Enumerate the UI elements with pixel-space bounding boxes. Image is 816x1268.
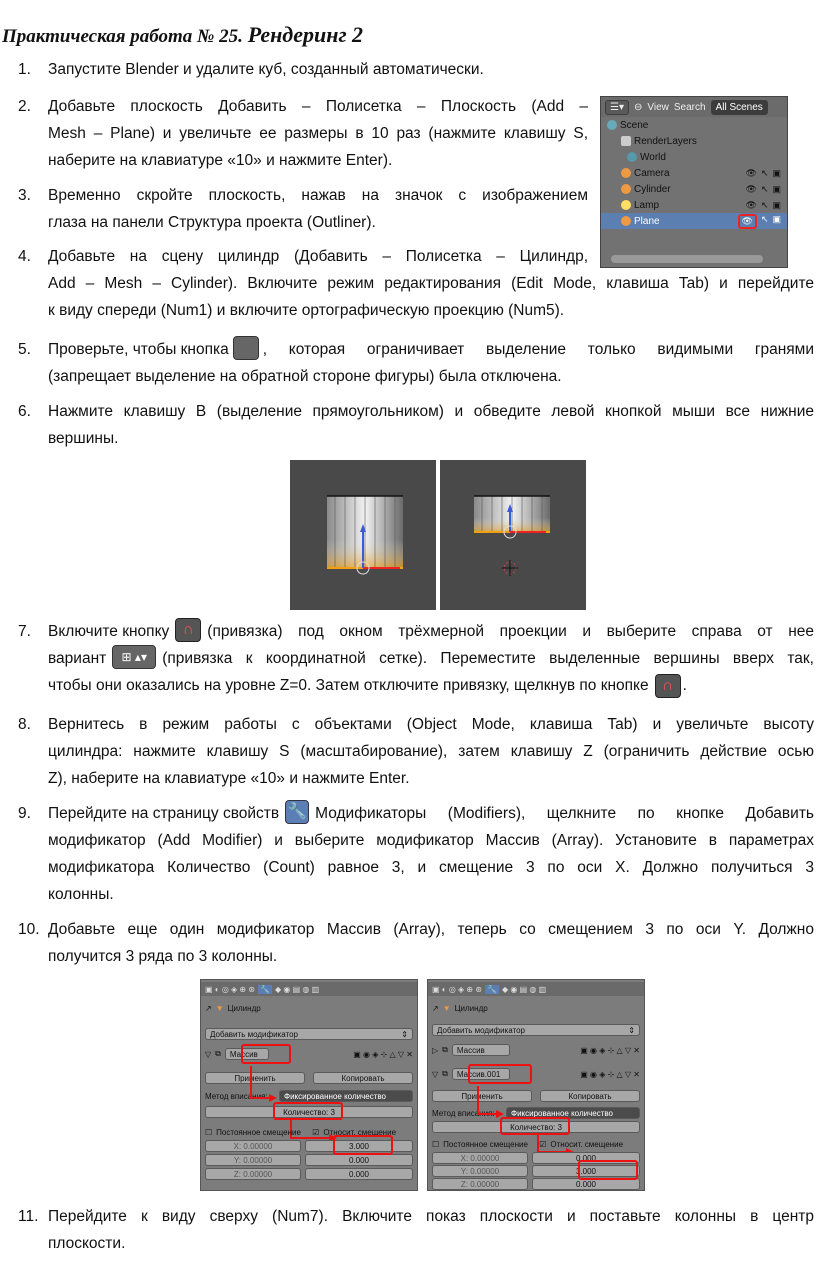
copy-button[interactable]: Копировать	[313, 1072, 413, 1084]
object-path: ↗ ▼ Цилиндр	[432, 1003, 488, 1013]
title-prefix: Практическая работа № 25.	[2, 26, 243, 47]
add-modifier-dropdown[interactable]: Добавить модификатор ⇕	[205, 1028, 413, 1040]
snap-increment-icon: ⊞ ▴▾	[112, 645, 156, 669]
eye-icon: 👁	[745, 167, 757, 178]
const-y-field[interactable]: Y: 0.00000	[432, 1165, 528, 1177]
outliner-panel	[600, 96, 788, 268]
collapse-icon[interactable]: ▽	[205, 1049, 212, 1059]
outliner-header	[601, 97, 787, 117]
fit-type-dropdown[interactable]: Фиксированное количество	[279, 1090, 413, 1102]
cursor-icon: ↖	[760, 167, 769, 178]
checkbox[interactable]: ☐	[432, 1139, 440, 1149]
checkbox[interactable]: ☑	[312, 1127, 320, 1137]
count-field[interactable]: Количество: 3	[205, 1106, 413, 1118]
wrench-icon: 🔧	[260, 984, 271, 994]
eye-icon: 👁	[745, 199, 757, 210]
array-icon: ⧉	[442, 1045, 448, 1054]
outliner-row[interactable]: Plane 👁 ↖ ▣	[601, 213, 787, 229]
eye-icon: 👁	[745, 183, 757, 194]
all-scenes-dropdown[interactable]: All Scenes	[711, 100, 768, 115]
wrench-icon: 🔧	[487, 984, 498, 994]
page-title	[2, 22, 363, 48]
add-modifier-dropdown[interactable]: Добавить модификатор ⇕	[432, 1024, 640, 1036]
object-path: ↗ ▼ Цилиндр	[205, 1003, 261, 1013]
view-menu[interactable]: View	[647, 101, 669, 113]
render-icon: ▣	[772, 199, 781, 210]
viewport-after	[440, 460, 586, 610]
outliner-row[interactable]: Cylinder 👁 ↖ ▣	[601, 181, 787, 197]
count-field[interactable]: Количество: 3	[432, 1121, 640, 1133]
apply-button[interactable]: Применить	[205, 1072, 305, 1084]
render-icon: ▣	[772, 213, 781, 224]
modifier-toggles[interactable]: ▣ ◉ ◈ ⊹ △ ▽ ✕	[580, 1069, 640, 1079]
rel-x-field[interactable]: 3.000	[305, 1140, 413, 1152]
expand-icon[interactable]: ▷	[432, 1045, 439, 1055]
search-menu[interactable]: Search	[673, 101, 706, 113]
rel-z-field[interactable]: 0.000	[532, 1178, 640, 1190]
const-x-field[interactable]: X: 0.00000	[432, 1152, 528, 1164]
mesh-icon	[621, 216, 631, 226]
outliner-row[interactable]: Scene	[601, 117, 787, 133]
magnet-icon: ∩	[175, 618, 201, 642]
checkbox[interactable]: ☐	[205, 1127, 213, 1137]
pin-icon: ↗	[205, 1003, 212, 1013]
rel-y-field[interactable]: 0.000	[305, 1154, 413, 1166]
outliner-row[interactable]: Camera 👁 ↖ ▣	[601, 165, 787, 181]
properties-tabs[interactable]: ▣ ◐ ◎ ◈ ⊕ ⊛ 🔧 ◆ ◉ ▤ ◍ ▥	[428, 982, 644, 996]
array-icon: ⧉	[442, 1069, 448, 1078]
renderlayers-icon	[621, 136, 631, 146]
modifier-panel-left: ▣ ◐ ◎ ◈ ⊕ ⊛ 🔧 ◆ ◉ ▤ ◍ ▥ ↗ ▼ Цилиндр Добавить модификатор ⇕ ▽ ⧉ Массив ▣ ◉ ◈ ⊹ △ ▽ ✕ Применить Копировать Метод вписания: Фиксированное количество Количество: 3 ☐ Постоянное смещение ☑ Относит. смещение X: 0.00000 3.000 Y: 0.00000 0.000 Z: 0.00000 0.000	[200, 979, 418, 1191]
outliner-row[interactable]: RenderLayers	[601, 133, 787, 149]
collapse-icon[interactable]: ▽	[432, 1069, 439, 1079]
modifier-name-field[interactable]: Массив.001	[452, 1068, 510, 1080]
array-icon: ⧉	[215, 1049, 221, 1058]
rel-z-field[interactable]: 0.000	[305, 1168, 413, 1180]
const-z-field[interactable]: Z: 0.00000	[432, 1178, 528, 1190]
filter-icon[interactable]: ⊖	[633, 101, 643, 113]
rel-x-field[interactable]: 0.000	[532, 1152, 640, 1164]
modifier-toggles[interactable]: ▣ ◉ ◈ ⊹ △ ▽ ✕	[353, 1049, 413, 1059]
const-x-field[interactable]: X: 0.00000	[205, 1140, 301, 1152]
fit-type-dropdown[interactable]: Фиксированное количество	[506, 1107, 640, 1119]
outliner-row[interactable]: Lamp 👁 ↖ ▣	[601, 197, 787, 213]
rel-y-field[interactable]: 3.000	[532, 1165, 640, 1177]
properties-tabs[interactable]: ▣ ◐ ◎ ◈ ⊕ ⊛ 🔧 ◆ ◉ ▤ ◍ ▥	[201, 982, 417, 996]
occlude-geometry-icon	[233, 336, 259, 360]
modifier-name-field[interactable]: Массив	[225, 1048, 269, 1060]
modifier-name-field[interactable]: Массив	[452, 1044, 510, 1056]
cursor-icon: ↖	[760, 199, 769, 210]
mesh-icon: ▼	[442, 1003, 451, 1013]
camera-icon	[621, 168, 631, 178]
apply-button[interactable]: Применить	[432, 1090, 532, 1102]
const-z-field[interactable]: Z: 0.00000	[205, 1168, 301, 1180]
render-icon: ▣	[772, 167, 781, 178]
magnet-icon: ∩	[655, 674, 681, 698]
scene-icon	[607, 120, 617, 130]
copy-button[interactable]: Копировать	[540, 1090, 640, 1102]
const-y-field[interactable]: Y: 0.00000	[205, 1154, 301, 1166]
viewport-before	[290, 460, 436, 610]
modifier-toggles[interactable]: ▣ ◉ ◈ ⊹ △ ▽ ✕	[580, 1045, 640, 1055]
scrollbar[interactable]	[611, 255, 763, 263]
wrench-icon: 🔧	[285, 800, 309, 824]
render-icon: ▣	[772, 183, 781, 194]
pin-icon: ↗	[432, 1003, 439, 1013]
outliner-row[interactable]: World	[601, 149, 787, 165]
lamp-icon	[621, 200, 631, 210]
title-main: Рендеринг 2	[247, 22, 364, 47]
world-icon	[627, 152, 637, 162]
mesh-icon: ▼	[215, 1003, 224, 1013]
cursor-icon: ↖	[760, 213, 769, 224]
editor-type-icon[interactable]: ☰▾	[605, 100, 629, 115]
modifier-panel-right: ▣ ◐ ◎ ◈ ⊕ ⊛ 🔧 ◆ ◉ ▤ ◍ ▥ ↗ ▼ Цилиндр Добавить модификатор ⇕ ▷ ⧉ Массив ▣ ◉ ◈ ⊹ △ ▽ ✕ ▽ ⧉ Массив.001 ▣ ◉ ◈ ⊹ △ ▽ ✕ Применить Копировать Метод вписания: Фиксированное количество Количество: 3 ☐ Постоянное смещение ☑ Относит. смещение X: 0.00000 0.000 Y: 0.00000 3.000 Z: 0.00000 0.000	[427, 979, 645, 1191]
checkbox[interactable]: ☑	[539, 1139, 547, 1149]
eye-icon[interactable]: 👁	[738, 214, 757, 229]
cursor-icon: ↖	[760, 183, 769, 194]
mesh-icon	[621, 184, 631, 194]
